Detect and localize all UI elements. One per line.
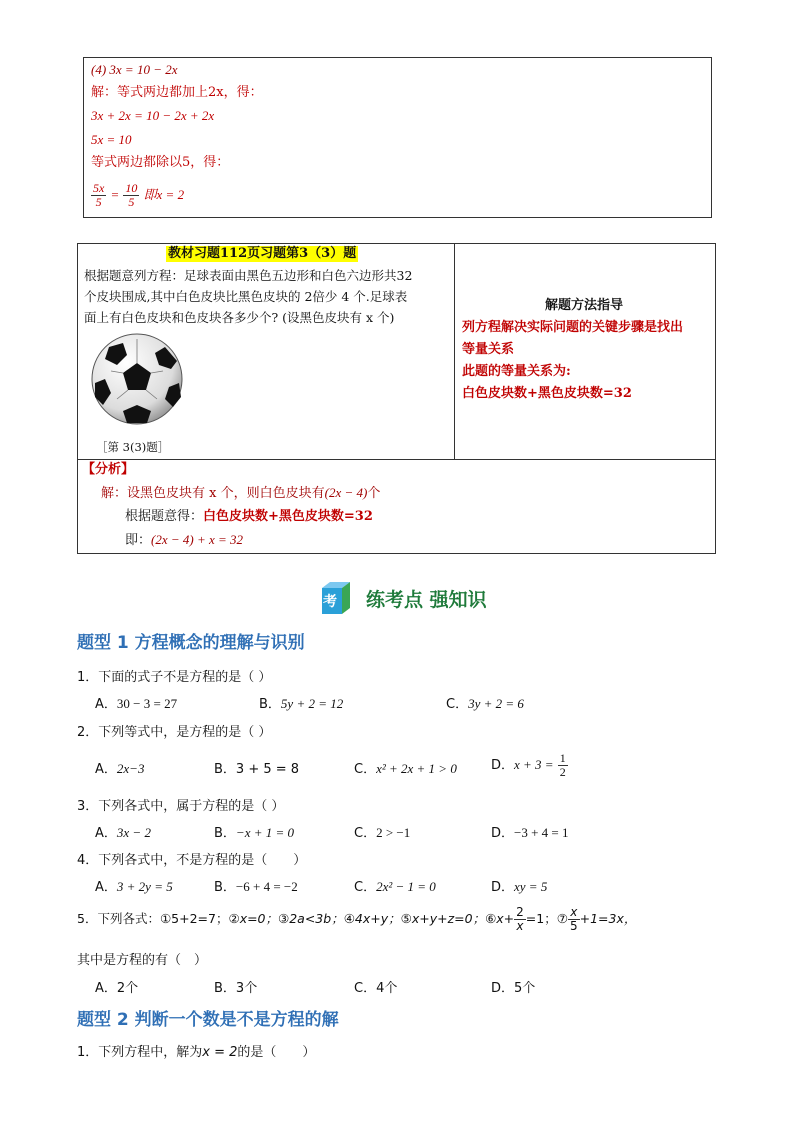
analysis-1-suffix: 个 (367, 486, 381, 501)
fraction-rhs: $\frac{10}{5}$ (125, 181, 138, 209)
exam-cube-icon (318, 580, 352, 616)
solution-step-2: 3x + 2x = 10 − 2x + 2x (91, 108, 215, 123)
s2-q1-stem: 1．下列方程中，解为x = 2的是（ ） (77, 1045, 316, 1060)
q4-option-c[interactable]: C．2x² − 1 = 0 (354, 879, 436, 895)
equals-sign: = (110, 187, 120, 202)
q3-stem: 3．下列各式中，属于方程的是（ ） (77, 799, 285, 814)
analysis-3-expr: (2x − 4) + x = 32 (151, 532, 244, 547)
q2-d-fraction: $\frac{1}{2}$ (559, 751, 566, 779)
q5-stem: 5．下列各式：①5+2=7；②x=0；③2a<3b；④4x+y；⑤x+y+z=0；⑥x+ $\frac{2}{x}$ =1；⑦ $\frac{x}{5}$ +1=3x， (77, 905, 637, 933)
fraction-lhs: $\frac{5x}{5}$ (93, 181, 105, 209)
q2-option-b[interactable]: B．3 + 5 = 8 (214, 762, 300, 777)
soccer-ball-image (91, 333, 183, 425)
section-1-title: 题型 1 方程概念的理解与识别 (77, 633, 305, 653)
solution-result: 即x = 2 (143, 187, 185, 202)
q4-option-a[interactable]: A．3 + 2y = 5 (95, 879, 173, 895)
q5-fraction-7: $\frac{x}{5}$ (569, 905, 578, 933)
q3-option-b[interactable]: B．−x + 1 = 0 (214, 825, 295, 841)
q5-option-c[interactable]: C．4个 (354, 981, 398, 996)
problem-line-3: 面上有白色皮块和色皮块各多少个? (设黑色皮块有 x 个) (84, 310, 395, 325)
exercise-header: 教材习题112页习题第3（3）题 (168, 246, 357, 261)
q5-option-b[interactable]: B．3个 (214, 981, 258, 996)
solution-step-4: 等式两边都除以5，得： (91, 155, 230, 170)
equation-title: (4) 3x = 10 − 2x (91, 62, 178, 77)
q2-option-a[interactable]: A．2x−3 (95, 761, 145, 777)
problem-line-1: 根据题意列方程：足球表面由黑色五边形和白色六边形共32 (84, 268, 413, 283)
q4-option-b[interactable]: B．−6 + 4 = −2 (214, 879, 298, 895)
q5-option-a[interactable]: A．2个 (95, 981, 139, 996)
q1-option-a[interactable]: A．30 − 3 = 27 (95, 696, 178, 712)
problem-line-2: 个皮块围成,其中白色皮块比黑色皮块的 2倍少 4 个.足球表 (84, 289, 408, 304)
figure-caption: ［第 3(3)题］ (96, 440, 170, 454)
box-divider-vertical (454, 243, 455, 460)
guide-line-2: 等量关系 (462, 342, 515, 357)
q5-option-d[interactable]: D．5个 (491, 981, 536, 996)
q5-stem-2: 其中是方程的有（ ） (77, 953, 208, 968)
banner-title: 练考点 强知识 (366, 589, 487, 611)
solution-step-3: 5x = 10 (91, 132, 132, 147)
guide-line-3: 此题的等量关系为: (462, 364, 571, 379)
q1-option-b[interactable]: B．5y + 2 = 12 (259, 696, 344, 712)
q4-stem: 4．下列各式中，不是方程的是（ ） (77, 853, 307, 868)
analysis-line-2 (125, 509, 373, 525)
q2-option-d[interactable]: D．x + 3 = $\frac{1}{2}$ (491, 751, 566, 779)
section-2-title: 题型 2 判断一个数是不是方程的解 (77, 1010, 339, 1030)
analysis-2-relation: 白色皮块数+黑色皮块数=32 (203, 509, 373, 524)
q3-option-a[interactable]: A．3x − 2 (95, 825, 151, 841)
q5-fraction-6: $\frac{2}{x}$ (516, 905, 524, 933)
guide-title: 解题方法指导 (545, 298, 624, 313)
q1-stem: 1．下面的式子不是方程的是（ ） (77, 670, 272, 685)
solution-step-1: 解：等式两边都加上2x，得： (91, 85, 263, 100)
guide-line-1: 列方程解决实际问题的关键步骤是找出 (462, 320, 684, 335)
analysis-line-3 (125, 532, 243, 549)
box-divider-horizontal (77, 459, 716, 460)
q3-option-c[interactable]: C．2 > −1 (354, 825, 411, 841)
q2-option-c[interactable]: C．x² + 2x + 1 > 0 (354, 761, 457, 777)
solution-fraction-line (91, 178, 184, 213)
analysis-1-expr: (2x − 4) (324, 485, 368, 500)
q3-option-d[interactable]: D．−3 + 4 = 1 (491, 825, 569, 841)
analysis-2-text: 根据题意得： (125, 509, 204, 524)
q4-option-d[interactable]: D．xy = 5 (491, 879, 548, 895)
exam-cube-char: 考 (323, 594, 337, 610)
analysis-line-1 (101, 485, 380, 502)
q2-stem: 2．下列等式中，是方程的是（ ） (77, 725, 272, 740)
analysis-1-text: 解：设黑色皮块有 x 个，则白色皮块有 (101, 486, 325, 501)
guide-line-4: 白色皮块数+黑色皮块数=32 (462, 386, 632, 401)
analysis-3-text: 即： (125, 533, 152, 548)
q1-option-c[interactable]: C．3y + 2 = 6 (446, 696, 524, 712)
analysis-label: 【分析】 (82, 462, 135, 477)
